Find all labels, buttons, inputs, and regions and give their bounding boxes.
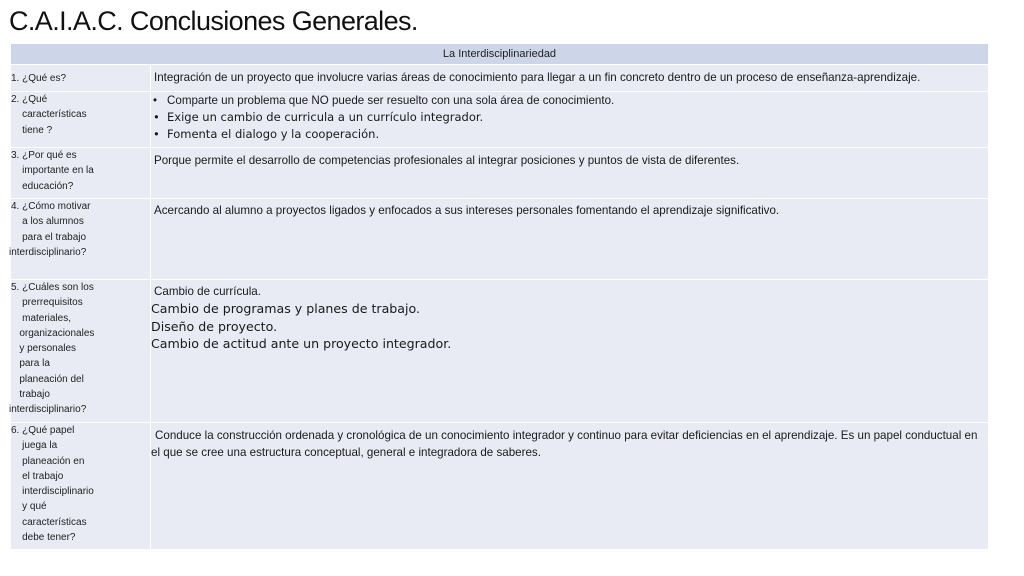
question-cell — [11, 423, 151, 550]
question-cell — [11, 199, 151, 280]
question-line: interdisciplinario? — [9, 246, 87, 258]
prerequisite-item: Diseño de proyecto. — [151, 318, 278, 334]
table-row — [11, 199, 989, 280]
table-row — [11, 148, 989, 199]
table-row — [11, 92, 989, 148]
question-line: prerrequisitos — [11, 297, 83, 309]
characteristics-list — [151, 92, 988, 143]
question-line: planeación en — [11, 455, 85, 467]
answer-cell — [151, 148, 989, 199]
answer-cell — [151, 92, 989, 148]
list-item: • Comparte un problema que NO puede ser resuelto con una sola área de conocimiento. — [151, 92, 988, 109]
interdisciplinarity-table — [10, 43, 989, 550]
question-line: 6. ¿Qué papel — [11, 425, 75, 436]
question-line: a los alumnos — [11, 216, 84, 228]
question-line: organizacionales — [11, 327, 95, 339]
page-title: C.A.I.A.C. Conclusiones Generales. — [9, 6, 418, 36]
question-line: 2. ¿Qué — [11, 94, 48, 105]
question-line: planeación del — [11, 373, 84, 385]
table-row — [11, 423, 989, 550]
question-cell — [11, 280, 151, 423]
answer-cell — [151, 65, 989, 92]
question-line: educación? — [11, 180, 74, 192]
question-line: el trabajo — [11, 470, 64, 482]
prerequisite-item: Cambio de programas y planes de trabajo. — [151, 301, 421, 316]
table-row — [11, 65, 989, 92]
answer-cell — [151, 199, 989, 280]
question-cell — [11, 92, 151, 148]
question-line: tiene ? — [11, 124, 53, 136]
question-line: características — [11, 516, 87, 528]
question-line: debe tener? — [11, 532, 76, 544]
table-row — [11, 280, 989, 423]
answer-text: Integración de un proyecto que involucre varias áreas de conocimiento para llegar a un fin concreto dentro de un proceso de enseñanza-aprendizaje. — [154, 71, 921, 84]
question-cell — [11, 65, 151, 92]
table-header: La Interdisciplinariedad — [11, 44, 989, 65]
table-header-row — [11, 44, 989, 65]
question-line: para el trabajo — [11, 231, 87, 243]
list-item: • Fomenta el dialogo y la cooperación. — [151, 126, 988, 143]
question-line: materiales, — [11, 312, 72, 324]
question-line: y personales — [11, 343, 77, 355]
question-line: 3. ¿Por qué es — [11, 150, 77, 161]
question-line: trabajo — [11, 389, 50, 401]
question-line: y qué — [11, 501, 47, 513]
question-line: interdisciplinario? — [9, 404, 87, 416]
question-line: 4. ¿Cómo motivar — [11, 201, 91, 212]
question-line: características — [11, 109, 87, 121]
answer-text: Conduce la construcción ordenada y cronológica de un conocimiento integrador y continuo para evitar deficiencias en el aprendizaje. Es un papel conductual en el que se cree una estructura conceptual, general e integradora de saberes. — [151, 429, 978, 459]
question-cell — [11, 148, 151, 199]
question-line: importante en la — [11, 165, 94, 177]
answer-text: Porque permite el desarrollo de competencias profesionales al integrar posiciones y puntos de vista de diferentes. — [154, 154, 740, 167]
prerequisite-item: Cambio de actitud ante un proyecto integrador. — [151, 336, 452, 351]
list-item: • Exige un cambio de curricula a un currículo integrador. — [151, 109, 988, 126]
question-line: 1. ¿Qué es? — [11, 73, 67, 84]
question-line: 5. ¿Cuáles son los — [11, 282, 94, 293]
prerequisite-item: Cambio de currícula. — [154, 285, 261, 298]
question-line: para la — [11, 358, 50, 370]
question-line: juega la — [11, 440, 58, 452]
question-line: interdisciplinario — [11, 486, 94, 498]
answer-cell — [151, 280, 989, 423]
answer-cell — [151, 423, 989, 550]
answer-text: Acercando al alumno a proyectos ligados y enfocados a sus intereses personales fomentando el aprendizaje significativo. — [154, 204, 780, 217]
